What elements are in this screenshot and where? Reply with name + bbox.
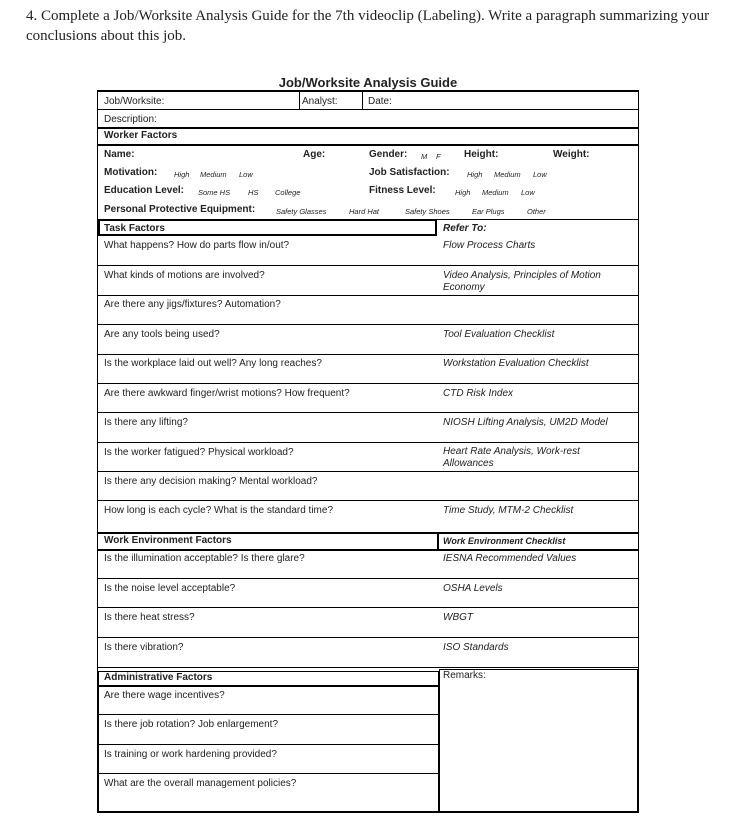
administrative-heading: Administrative Factors [104, 672, 213, 683]
task-question-3: Are there any jigs/fixtures? Automation? [104, 299, 281, 310]
divider [437, 532, 439, 549]
divider [299, 90, 300, 109]
env-question-1: Is the illumination acceptable? Is there glare? [104, 553, 305, 564]
task-question-2: What kinds of motions are involved? [104, 270, 265, 281]
task-ref-7: NIOSH Lifting Analysis, UM2D Model [443, 417, 608, 428]
task-question-1: What happens? How do parts flow in/out? [104, 240, 290, 251]
task-question-10: How long is each cycle? What is the standard time? [104, 505, 333, 516]
task-ref-8: Heart Rate Analysis, Work-rest Allowances [443, 446, 580, 469]
description-label: Description: [104, 114, 157, 125]
remarks-box[interactable] [439, 669, 638, 812]
task-ref-6: CTD Risk Index [443, 388, 514, 399]
task-question-8: Is the worker fatigued? Physical workload? [104, 447, 294, 458]
ppe-label: Personal Protective Equipment: [104, 204, 256, 215]
task-ref-10: Time Study, MTM-2 Checklist [443, 505, 574, 516]
rule [98, 532, 638, 534]
satisfaction-medium-option[interactable]: Medium [494, 170, 521, 179]
divider [362, 90, 363, 109]
ppe-hard-hat-option[interactable]: Hard Hat [349, 207, 380, 216]
refer-to-heading: Refer To: [443, 223, 487, 234]
height-label: Height: [464, 149, 499, 160]
name-label: Name: [104, 149, 135, 160]
job-worksite-label: Job/Worksite: [104, 96, 165, 107]
task-ref-5: Workstation Evaluation Checklist [443, 358, 589, 369]
rule [98, 354, 638, 355]
motivation-low-option[interactable]: Low [239, 170, 253, 179]
env-question-2: Is the noise level acceptable? [104, 583, 236, 594]
worker-factors-heading: Worker Factors [104, 130, 178, 141]
gender-m-option[interactable]: M [421, 152, 428, 161]
env-ref-2: OSHA Levels [443, 583, 503, 594]
task-ref-1: Flow Process Charts [443, 240, 536, 251]
rule [98, 744, 439, 745]
task-question-4: Are any tools being used? [104, 329, 220, 340]
rule [98, 90, 638, 92]
work-environment-checklist: Work Environment Checklist [443, 536, 566, 546]
rule [98, 324, 638, 325]
rule [98, 607, 638, 608]
rule [98, 412, 638, 413]
satisfaction-low-option[interactable]: Low [533, 170, 547, 179]
rule [98, 714, 439, 715]
rule [98, 500, 638, 501]
analyst-label: Analyst: [302, 96, 338, 107]
rule [98, 471, 638, 472]
gender-label: Gender: [369, 149, 408, 160]
env-question-4: Is there vibration? [104, 642, 184, 653]
education-somehs-option[interactable]: Some HS [198, 188, 231, 197]
rule [98, 127, 638, 129]
gender-f-option[interactable]: F [436, 152, 441, 161]
admin-question-2: Is there job rotation? Job enlargement? [104, 719, 278, 730]
motivation-label: Motivation: [104, 167, 158, 178]
fitness-low-option[interactable]: Low [521, 188, 535, 197]
task-question-5: Is the workplace laid out well? Any long reaches? [104, 358, 322, 369]
env-ref-1: IESNA Recommended Values [443, 553, 577, 564]
rule [98, 383, 638, 384]
task-factors-heading: Task Factors [104, 223, 165, 234]
form-title: Job/Worksite Analysis Guide [278, 75, 458, 90]
ppe-safety-glasses-option[interactable]: Safety Glasses [276, 207, 327, 216]
fitness-high-option[interactable]: High [455, 188, 471, 197]
rule [98, 144, 638, 146]
rule [98, 549, 638, 551]
rule [98, 265, 638, 266]
rule [98, 295, 638, 296]
env-ref-3: WBGT [443, 612, 473, 623]
task-question-6: Are there awkward finger/wrist motions? How frequent? [104, 388, 350, 399]
date-label: Date: [368, 96, 392, 107]
rule [98, 578, 638, 579]
rule [98, 685, 439, 687]
motivation-high-option[interactable]: High [174, 170, 190, 179]
satisfaction-high-option[interactable]: High [467, 170, 483, 179]
question-text: 4. Complete a Job/Worksite Analysis Guide for the 7th videoclip (Labeling). Write a paragraph summarizing your conclusions about this job. [26, 8, 710, 44]
ppe-safety-shoes-option[interactable]: Safety Shoes [405, 207, 450, 216]
work-environment-heading: Work Environment Factors [104, 535, 232, 546]
env-ref-4: ISO Standards [443, 642, 509, 653]
rule [98, 667, 638, 668]
rule [98, 442, 638, 443]
admin-question-4: What are the overall management policies? [104, 778, 297, 789]
motivation-medium-option[interactable]: Medium [200, 170, 227, 179]
admin-question-3: Is training or work hardening provided? [104, 749, 277, 760]
job-satisfaction-label: Job Satisfaction: [369, 167, 450, 178]
env-question-3: Is there heat stress? [104, 612, 195, 623]
task-question-9: Is there any decision making? Mental workload? [104, 476, 318, 487]
task-ref-4: Tool Evaluation Checklist [443, 329, 555, 340]
ppe-ear-plugs-option[interactable]: Ear Plugs [472, 207, 505, 216]
rule [98, 637, 638, 638]
task-ref-2: Video Analysis, Principles of Motion Economy [443, 270, 601, 293]
remarks-label: Remarks: [443, 670, 486, 681]
fitness-label: Fitness Level: [369, 185, 436, 196]
admin-question-1: Are there wage incentives? [104, 690, 225, 701]
analysis-form [97, 90, 639, 813]
education-label: Education Level: [104, 185, 185, 196]
ppe-other-option[interactable]: Other [527, 207, 546, 216]
education-hs-option[interactable]: HS [248, 188, 259, 197]
rule [98, 773, 439, 774]
fitness-medium-option[interactable]: Medium [482, 188, 509, 197]
rule [98, 109, 638, 110]
age-label: Age: [303, 149, 326, 160]
task-question-7: Is there any lifting? [104, 417, 188, 428]
weight-label: Weight: [553, 149, 590, 160]
education-college-option[interactable]: College [275, 188, 301, 197]
